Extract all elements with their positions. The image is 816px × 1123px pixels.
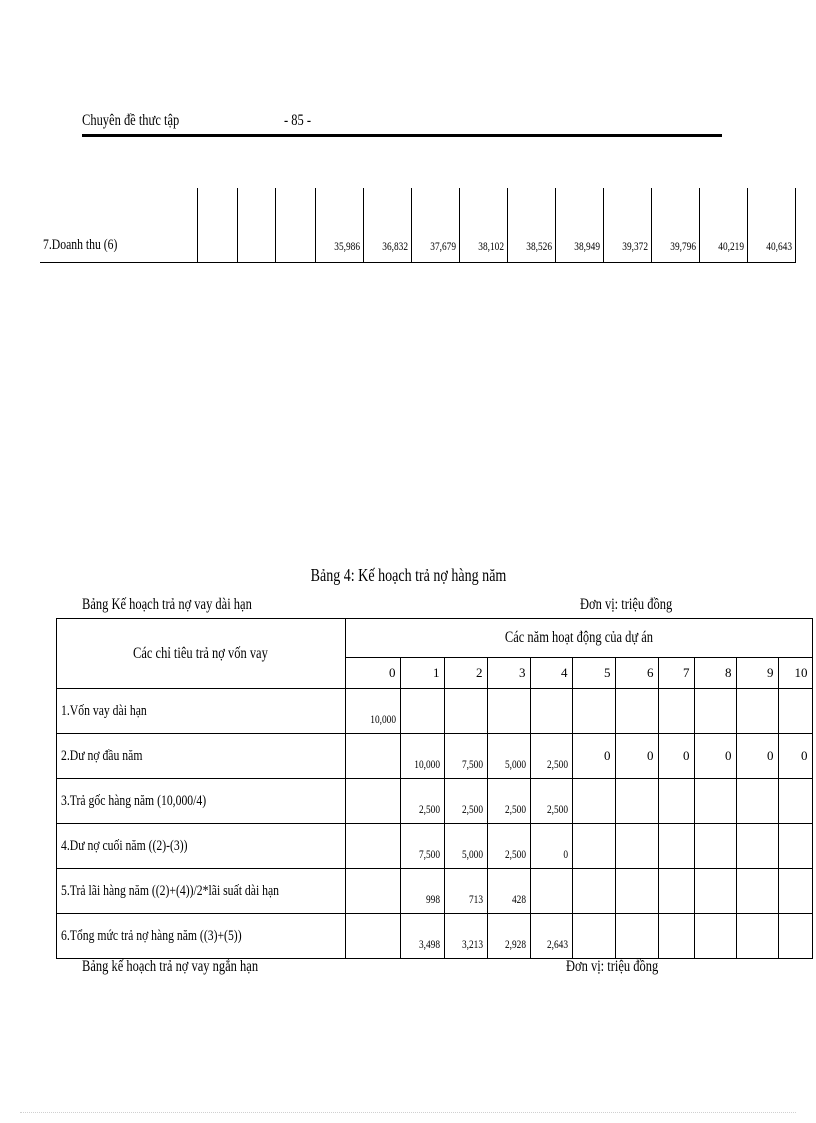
year-cell: 3 xyxy=(487,658,530,689)
value-cell xyxy=(400,689,444,734)
page-number: - 85 - xyxy=(284,112,312,129)
value-cell xyxy=(658,824,694,869)
empty-cell xyxy=(197,188,237,263)
revenue-value: 39,372 xyxy=(603,188,651,263)
value-cell xyxy=(345,824,400,869)
value-cell: 0 xyxy=(778,734,812,779)
value-cell xyxy=(694,779,736,824)
table-header-row xyxy=(57,619,813,658)
revenue-value: 40,219 xyxy=(699,188,747,263)
value-cell: 2,500 xyxy=(487,779,530,824)
revenue-value: 38,526 xyxy=(507,188,555,263)
short-term-unit: Đơn vị: triệu đồng xyxy=(566,958,659,975)
row-label: 6.Tổng mức trả nợ hàng năm ((3)+(5)) xyxy=(57,914,346,959)
debt-repayment-table xyxy=(56,618,813,959)
value-cell: 2,500 xyxy=(400,779,444,824)
value-cell xyxy=(694,914,736,959)
year-cell: 5 xyxy=(572,658,615,689)
year-cell: 9 xyxy=(736,658,778,689)
value-cell xyxy=(778,689,812,734)
value-cell xyxy=(345,914,400,959)
value-cell: 0 xyxy=(615,734,658,779)
years-header: Các năm hoạt động của dự án xyxy=(345,619,812,658)
value-cell xyxy=(694,689,736,734)
revenue-table xyxy=(40,188,796,263)
revenue-value: 38,949 xyxy=(555,188,603,263)
value-cell: 0 xyxy=(736,734,778,779)
table-subtitle: Bảng Kế hoạch trả nợ vay dài hạn xyxy=(82,596,252,613)
year-cell: 1 xyxy=(400,658,444,689)
value-cell xyxy=(572,824,615,869)
value-cell: 2,643 xyxy=(530,914,572,959)
revenue-value: 36,832 xyxy=(363,188,411,263)
value-cell: 2,500 xyxy=(530,734,572,779)
value-cell xyxy=(736,914,778,959)
value-cell: 998 xyxy=(400,869,444,914)
value-cell xyxy=(615,914,658,959)
value-cell xyxy=(345,869,400,914)
revenue-value: 38,102 xyxy=(459,188,507,263)
table-unit: Đơn vị: triệu đồng xyxy=(580,596,673,613)
value-cell xyxy=(572,869,615,914)
value-cell xyxy=(694,824,736,869)
revenue-value: 40,643 xyxy=(747,188,795,263)
value-cell xyxy=(615,869,658,914)
value-cell xyxy=(778,869,812,914)
value-cell xyxy=(345,734,400,779)
row-label: 5.Trả lãi hàng năm ((2)+(4))/2*lãi suất dài hạn xyxy=(57,869,346,914)
value-cell xyxy=(345,779,400,824)
value-cell: 0 xyxy=(694,734,736,779)
value-cell xyxy=(572,779,615,824)
revenue-value: 35,986 xyxy=(315,188,363,263)
value-cell: 2,928 xyxy=(487,914,530,959)
document-header-title: Chuyên đề thưc tập xyxy=(82,112,180,129)
row-label: 4.Dư nợ cuối năm ((2)-(3)) xyxy=(57,824,346,869)
year-cell: 0 xyxy=(345,658,400,689)
value-cell: 3,213 xyxy=(444,914,487,959)
value-cell xyxy=(658,689,694,734)
value-cell xyxy=(487,689,530,734)
value-cell xyxy=(530,869,572,914)
value-cell xyxy=(615,824,658,869)
value-cell: 0 xyxy=(530,824,572,869)
value-cell: 2,500 xyxy=(444,779,487,824)
revenue-label: 7.Doanh thu (6) xyxy=(40,188,197,263)
value-cell: 7,500 xyxy=(444,734,487,779)
value-cell xyxy=(615,779,658,824)
value-cell: 10,000 xyxy=(400,734,444,779)
value-cell: 5,000 xyxy=(487,734,530,779)
row-label: 2.Dư nợ đầu năm xyxy=(57,734,346,779)
value-cell xyxy=(778,914,812,959)
revenue-value: 37,679 xyxy=(411,188,459,263)
value-cell xyxy=(572,689,615,734)
value-cell xyxy=(736,824,778,869)
value-cell xyxy=(658,869,694,914)
short-term-title: Bảng kế hoạch trả nợ vay ngắn hạn xyxy=(82,958,259,975)
value-cell: 10,000 xyxy=(345,689,400,734)
row-label: 1.Vốn vay dài hạn xyxy=(57,689,346,734)
year-cell: 4 xyxy=(530,658,572,689)
value-cell: 2,500 xyxy=(487,824,530,869)
year-cell: 2 xyxy=(444,658,487,689)
table-title: Bảng 4: Kế hoạch trả nợ hàng năm xyxy=(310,565,506,585)
year-cell: 6 xyxy=(615,658,658,689)
page-bottom-divider xyxy=(20,1112,796,1113)
value-cell xyxy=(736,869,778,914)
year-cell: 10 xyxy=(778,658,812,689)
year-cell: 8 xyxy=(694,658,736,689)
value-cell xyxy=(615,689,658,734)
table-row xyxy=(57,914,813,959)
value-cell: 713 xyxy=(444,869,487,914)
value-cell: 5,000 xyxy=(444,824,487,869)
value-cell xyxy=(658,914,694,959)
table-row xyxy=(57,824,813,869)
value-cell xyxy=(736,689,778,734)
value-cell: 428 xyxy=(487,869,530,914)
value-cell xyxy=(736,779,778,824)
year-cell: 7 xyxy=(658,658,694,689)
row-label: 3.Trả gốc hàng năm (10,000/4) xyxy=(57,779,346,824)
value-cell xyxy=(778,779,812,824)
indicator-header: Các chỉ tiêu trả nợ vốn vay xyxy=(57,619,346,689)
revenue-row xyxy=(40,188,795,263)
table-row xyxy=(57,779,813,824)
value-cell: 2,500 xyxy=(530,779,572,824)
table-row xyxy=(57,689,813,734)
value-cell xyxy=(658,779,694,824)
value-cell xyxy=(694,869,736,914)
table-row xyxy=(57,734,813,779)
empty-cell xyxy=(237,188,275,263)
value-cell: 7,500 xyxy=(400,824,444,869)
revenue-value: 39,796 xyxy=(651,188,699,263)
header-rule xyxy=(82,134,722,137)
value-cell: 0 xyxy=(658,734,694,779)
value-cell xyxy=(778,824,812,869)
value-cell: 0 xyxy=(572,734,615,779)
empty-cell xyxy=(275,188,315,263)
value-cell: 3,498 xyxy=(400,914,444,959)
value-cell xyxy=(572,914,615,959)
table-row xyxy=(57,869,813,914)
value-cell xyxy=(530,689,572,734)
value-cell xyxy=(444,689,487,734)
